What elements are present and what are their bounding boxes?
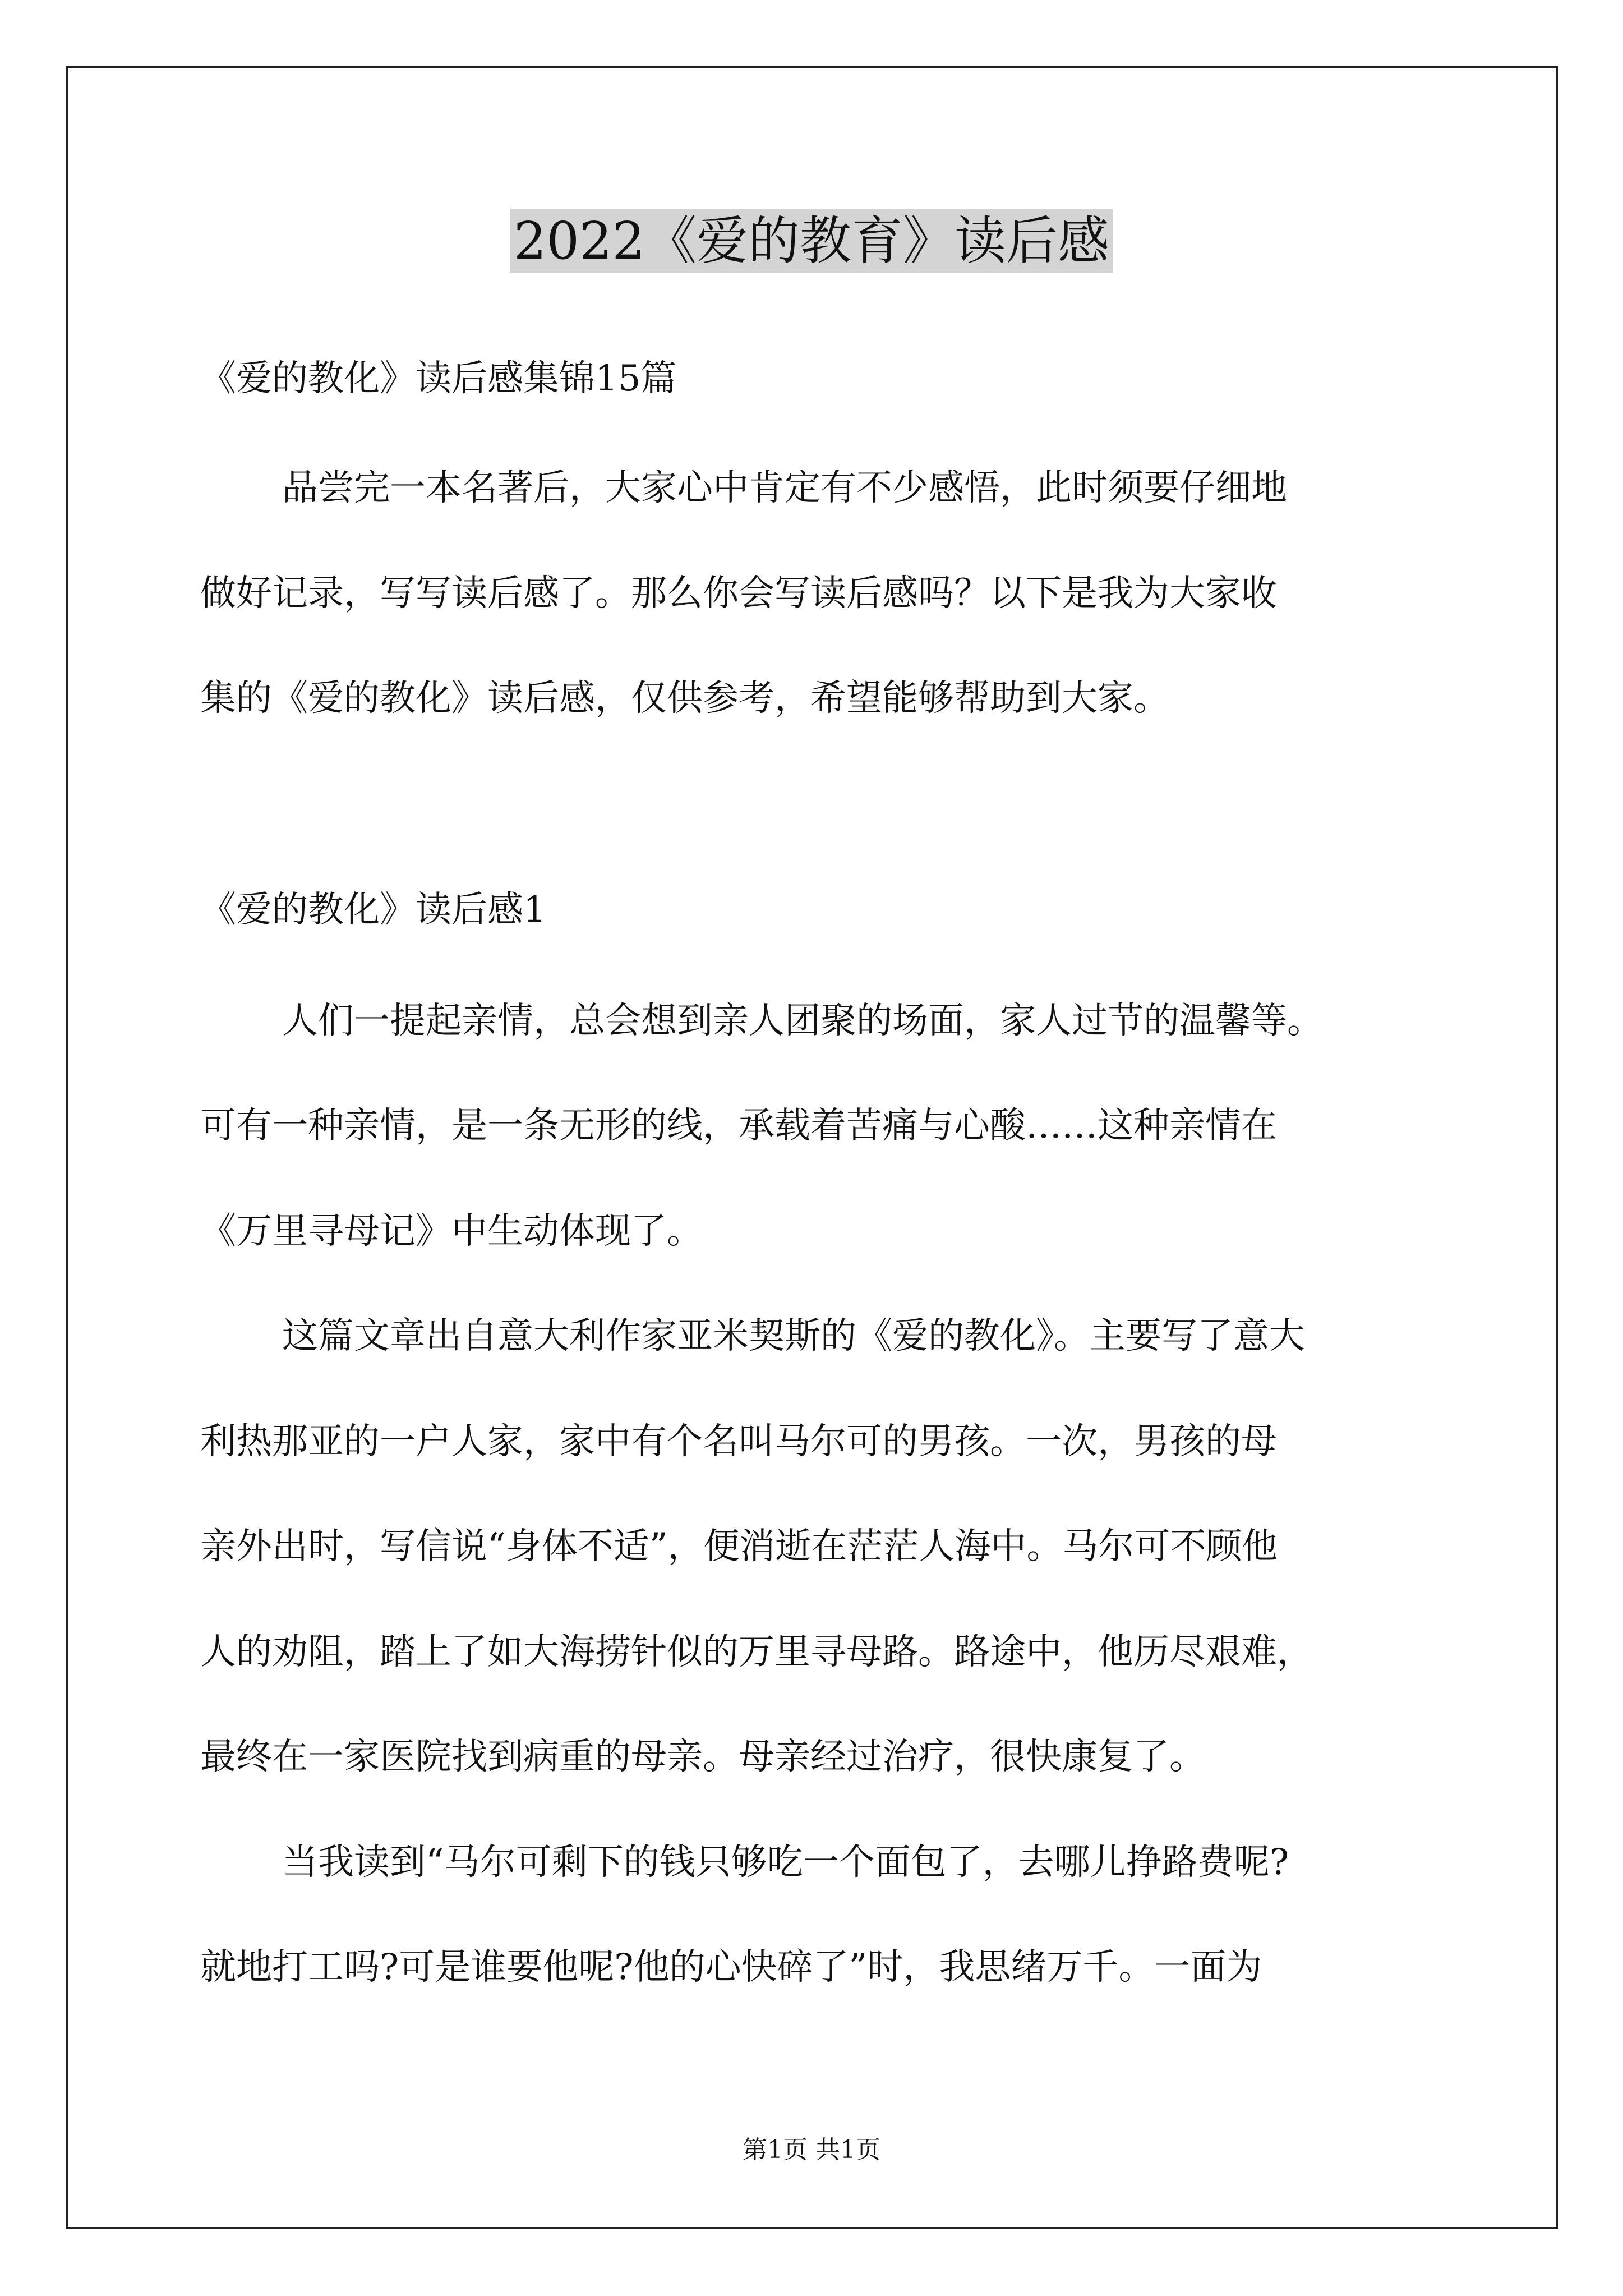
document-title-text: 2022《爱的教育》读后感 bbox=[510, 209, 1113, 273]
paragraph-line: 利热那亚的一户人家，家中有个名叫马尔可的男孩。一次，男孩的母 bbox=[200, 1421, 1277, 1462]
paragraph-line: 可有一种亲情，是一条无形的线，承载着苦痛与心酸……这种亲情在 bbox=[200, 1105, 1277, 1147]
paragraph-line: 就地打工吗?可是谁要他呢?他的心快碎了”时，我思绪万千。一面为 bbox=[200, 1947, 1262, 1988]
intro-line: 集的《爱的教化》读后感，仅供参考，希望能够帮助到大家。 bbox=[200, 678, 1169, 719]
section-heading: 《爱的教化》读后感1 bbox=[200, 889, 546, 931]
intro-line: 品尝完一本名著后，大家心中肯定有不少感悟，此时须要仔细地 bbox=[282, 467, 1287, 509]
paragraph-line: 这篇文章出自意大利作家亚米契斯的《爱的教化》。主要写了意大 bbox=[282, 1315, 1305, 1357]
paragraph-line: 当我读到“马尔可剩下的钱只够吃一个面包了，去哪儿挣路费呢? bbox=[282, 1842, 1289, 1883]
paragraph-line: 亲外出时，写信说“身体不适”，便消逝在茫茫人海中。马尔可不顾他 bbox=[200, 1526, 1278, 1567]
paragraph-line: 《万里寻母记》中生动体现了。 bbox=[200, 1211, 703, 1252]
document-title bbox=[0, 202, 1623, 280]
page-footer: 第1页 共1页 bbox=[743, 2136, 880, 2164]
paragraph-line: 人的劝阻，踏上了如大海捞针似的万里寻母路。路途中，他历尽艰难， bbox=[200, 1631, 1313, 1673]
paragraph-line: 人们一提起亲情，总会想到亲人团聚的场面，家人过节的温馨等。 bbox=[282, 1000, 1323, 1042]
subtitle: 《爱的教化》读后感集锦15篇 bbox=[200, 358, 677, 399]
intro-line: 做好记录，写写读后感了。那么你会写读后感吗？以下是我为大家收 bbox=[200, 573, 1277, 614]
paragraph-line: 最终在一家医院找到病重的母亲。母亲经过治疗，很快康复了。 bbox=[200, 1736, 1205, 1778]
